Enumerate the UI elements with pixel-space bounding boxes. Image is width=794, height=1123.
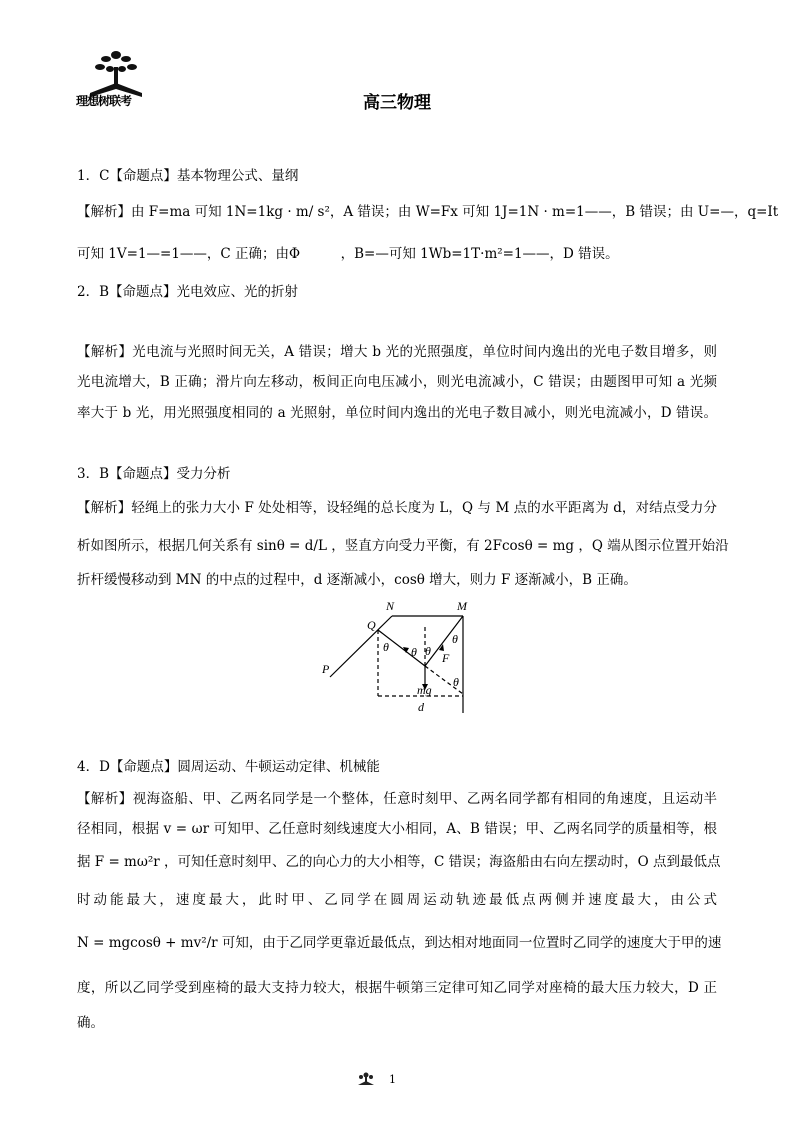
label-n: N (386, 599, 395, 613)
q4-heading: 4．D【命题点】圆周运动、牛顿运动定律、机械能 (77, 759, 380, 775)
q4-line: 径相同，根据 v = ωr 可知甲、乙任意时刻线速度大小相同，A、B 错误；甲、乙两名同学的质量相等，根 (77, 821, 717, 837)
q1-line: 可知 1V=1—=1——，C 正确；由Φ ，B=—可知 1Wb=1T·m²=1——，D 错误。 (77, 246, 619, 262)
q3-line: 【解析】轻绳上的张力大小 F 处处相等，设轻绳的总长度为 L，Q 与 M 点的水平距离为 d，对结点受力分 (77, 500, 717, 516)
logo-text: 理想树联考 (76, 94, 132, 108)
label-q: Q (367, 618, 376, 632)
q3-line: 析如图所示，根据几何关系有 sinθ = d/L ，竖直方向受力平衡，有 2Fcosθ = mg ，Q 端从图示位置开始沿 (77, 538, 729, 554)
label-theta: θ (425, 644, 431, 658)
q4-line: N = mgcosθ + mv²/r 可知，由于乙同学更靠近最低点，到达相对地面同一位置时乙同学的速度大于甲的速 (77, 935, 722, 951)
q3-heading: 3．B【命题点】受力分析 (77, 466, 231, 482)
page-footer (357, 1072, 396, 1086)
q2-heading: 2．B【命题点】光电效应、光的折射 (77, 284, 299, 300)
q2-line: 率大于 b 光，用光照强度相同的 a 光照射，单位时间内逸出的光电子数目减小，则光电流减小，D 错误。 (77, 405, 717, 421)
q1-heading: 1．C【命题点】基本物理公式、量纲 (77, 168, 299, 184)
label-p: P (322, 662, 330, 676)
footer-logo-icon (357, 1072, 375, 1086)
q4-line: 度，所以乙同学受到座椅的最大支持力较大，根据牛顿第三定律可知乙同学对座椅的最大压力较大，D 正 (77, 980, 717, 996)
label-f: F (442, 651, 450, 665)
label-theta: θ (452, 632, 458, 646)
q1-line: 【解析】由 F=ma 可知 1N=1kg · m/ s²，A 错误；由 W=Fx 可知 1J=1N · m=1——，B 错误；由 U=—，q=It (77, 204, 779, 220)
label-m: M (457, 599, 467, 613)
label-theta: θ (411, 645, 417, 659)
q2-line: 【解析】光电流与光照时间无关，A 错误；增大 b 光的光照强度，单位时间内逸出的光电子数目增多，则 (77, 344, 717, 360)
q2-line: 光电流增大，B 正确；滑片向左移动，板间正向电压减小，则光电流减小，C 错误；由题图甲可知 a 光频 (77, 374, 717, 390)
q3-line: 折杆缓慢移动到 MN 的中点的过程中，d 逐渐减小，cosθ 增大，则力 F 逐渐减小，B 正确。 (77, 572, 637, 588)
label-theta: θ (453, 675, 459, 689)
label-mg: mg (417, 683, 432, 697)
label-theta: θ (383, 640, 389, 654)
q4-line: 【解析】视海盗船、甲、乙两名同学是一个整体，任意时刻甲、乙两名同学都有相同的角速度，且运动半 (77, 791, 717, 807)
q4-line: 时动能最大，速度最大，此时甲、乙同学在圆周运动轨迹最低点两侧并速度最大，由公式 (77, 892, 717, 908)
page-number: 1 (389, 1072, 396, 1086)
force-diagram (310, 595, 480, 720)
page-title: 高三物理 (363, 93, 431, 113)
q4-line: 确。 (77, 1015, 104, 1031)
q4-line: 据 F = mω²r ，可知任意时刻甲、乙的向心力的大小相等，C 错误；海盗船由右向左摆动时，O 点到最低点 (77, 854, 721, 870)
label-d: d (418, 700, 424, 714)
